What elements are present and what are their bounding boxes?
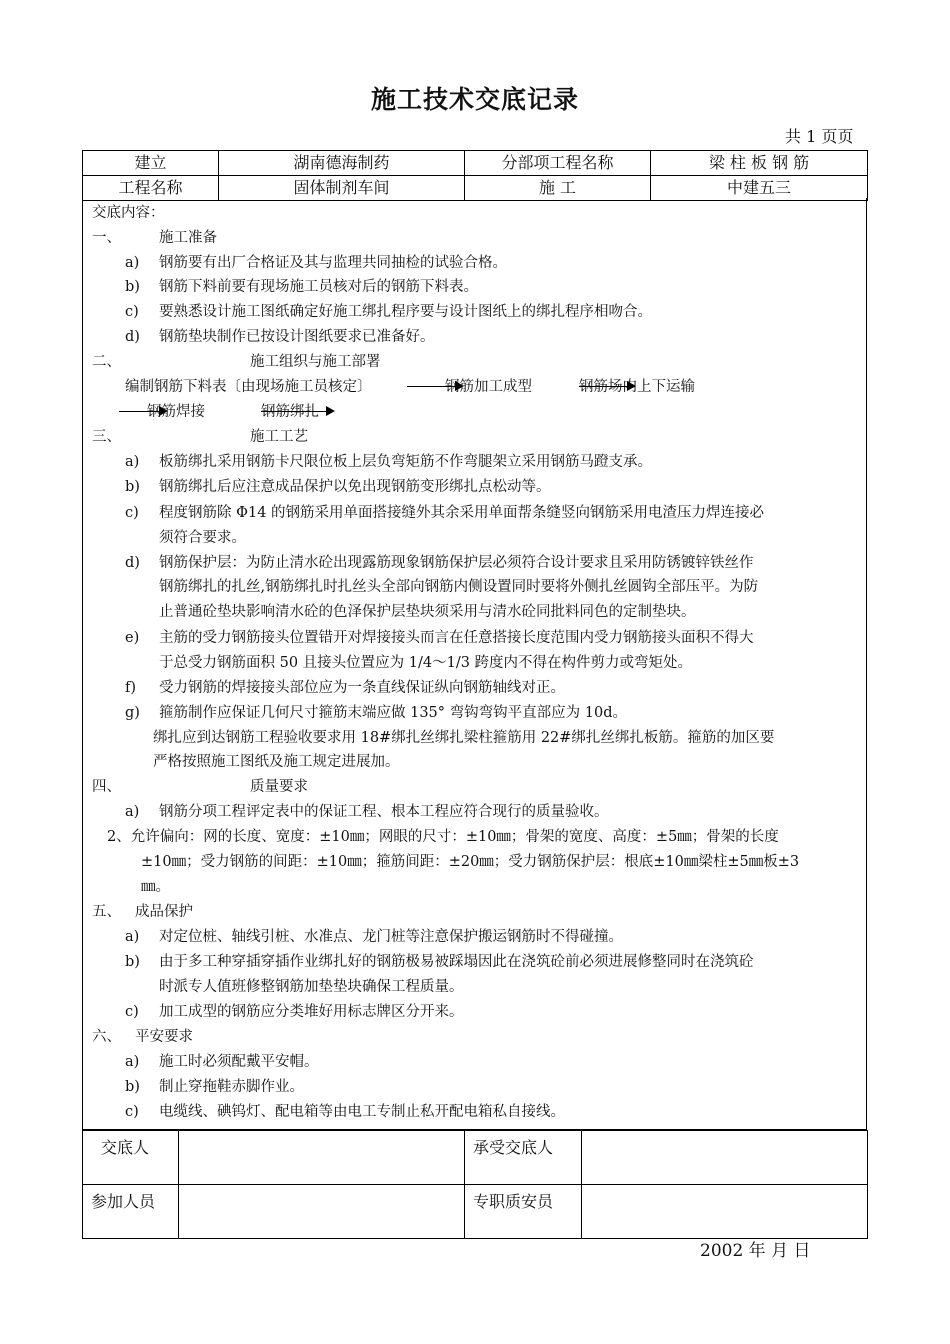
project-header-table (82, 150, 868, 201)
tolerance-text: ±10㎜；受力钢筋的间距：±10㎜；箍筋间距：±20㎜；受力钢筋保护层：根底±10㎜梁柱±5㎜板±3 (141, 854, 800, 870)
signature-row (83, 1185, 868, 1239)
item-text: 受力钢筋的焊接接头部位应为一条直线保证纵向钢筋轴线对正。 (159, 680, 565, 696)
value-contractor: 中建五三 (651, 176, 868, 201)
recipient-signature-field[interactable] (582, 1131, 868, 1185)
item-marker: c) (125, 304, 139, 320)
section-2-number: 二、 (92, 354, 121, 370)
item-marker: c) (125, 1104, 139, 1120)
item-marker: b) (125, 1079, 140, 1095)
label-quality-officer: 专职质安员 (465, 1185, 582, 1239)
item-marker: b) (125, 954, 140, 970)
section-5-title: 成品保护 (135, 904, 193, 920)
item-text-cont: 于总受力钢筋面积 50 且接头位置应为 1/4～1/3 跨度内不得在构件剪力或弯矩处。 (159, 655, 693, 671)
item-text: 由于多工种穿插穿插作业绑扎好的钢筋极易被踩塌因此在浇筑砼前必须进展修整同时在浇筑砼 (159, 954, 754, 970)
section-3-number: 三、 (92, 429, 121, 445)
item-text: 制止穿拖鞋赤脚作业。 (159, 1079, 304, 1095)
item-marker: b) (125, 479, 140, 495)
item-text: 加工成型的钢筋应分类堆好用标志牌区分开来。 (159, 1004, 464, 1020)
section-1-title: 施工准备 (159, 230, 217, 246)
item-marker: a) (125, 1054, 140, 1070)
item-marker: e) (125, 630, 140, 646)
flow-step: 钢筋焊接 (147, 404, 205, 420)
label-subproject: 分部项工程名称 (465, 151, 651, 176)
label-participants: 参加人员 (83, 1185, 179, 1239)
item-marker: a) (125, 929, 140, 945)
label-construction: 建立 (83, 151, 219, 176)
signature-table (82, 1130, 868, 1239)
item-marker: c) (125, 1004, 139, 1020)
label-project-name: 工程名称 (83, 176, 219, 201)
header-row (83, 176, 868, 201)
value-owner: 湖南德海制药 (219, 151, 465, 176)
tolerance-text: ㎜。 (141, 879, 170, 895)
disclosure-content (82, 198, 867, 1130)
flow-arrow-icon (579, 386, 627, 387)
item-marker: g) (125, 705, 140, 721)
document-date: 2002 年 月 日 (700, 1241, 811, 1261)
item-text: 对定位桩、轴线引桩、水准点、龙门桩等注意保护搬运钢筋时不得碰撞。 (159, 929, 623, 945)
flow-step: 钢筋场内上下运输 (579, 379, 695, 395)
flow-step: 编制钢筋下料表〔由现场施工员核定〕 (125, 379, 372, 395)
page-count: 共 1 页页 (785, 127, 854, 146)
item-text: 钢筋下料前要有现场施工员核对后的钢筋下料表。 (159, 279, 478, 295)
section-1-number: 一、 (92, 230, 121, 246)
item-text-cont: 时派专人值班修整钢筋加垫垫块确保工程质量。 (159, 979, 464, 995)
item-text: 钢筋垫块制作已按设计图纸要求已准备好。 (159, 329, 435, 345)
section-6-title: 平安要求 (135, 1029, 193, 1045)
participants-signature-field[interactable] (179, 1185, 465, 1239)
section-3-title: 施工工艺 (250, 429, 308, 445)
value-subproject: 梁 柱 板 钢 筋 (651, 151, 868, 176)
quality-officer-signature-field[interactable] (582, 1185, 868, 1239)
label-discloser: 交底人 (83, 1131, 179, 1185)
section-4-title: 质量要求 (250, 779, 308, 795)
item-text: 主筋的受力钢筋接头位置错开对焊接接头而言在任意搭接长度范围内受力钢筋接头面积不得大 (159, 630, 754, 646)
item-marker: c) (125, 505, 139, 521)
item-marker: f) (125, 680, 137, 696)
item-text-cont: 须符合要求。 (159, 530, 246, 546)
flow-step: 钢筋加工成型 (445, 379, 532, 395)
item-text-cont: 止普通砼垫块影响清水砼的色泽保护层垫块须采用与清水砼同批料同色的定制垫块。 (159, 604, 696, 620)
item-marker: d) (125, 555, 140, 571)
item-text: 箍筋制作应保证几何尺寸箍筋末端应做 135° 弯钩弯钩平直部应为 10d。 (159, 705, 627, 721)
item-text: 钢筋绑扎后应注意成品保护以免出现钢筋变形绑扎点松动等。 (159, 479, 551, 495)
item-marker: d) (125, 329, 140, 345)
value-project-name: 固体制剂车间 (219, 176, 465, 201)
flow-step: 钢筋绑扎 (261, 404, 319, 420)
section-5-number: 五、 (92, 904, 121, 920)
item-marker: b) (125, 279, 140, 295)
paragraph-text: 严格按照施工图纸及施工规定进展加。 (153, 754, 400, 770)
header-row (83, 151, 868, 176)
item-text: 电缆线、碘钨灯、配电箱等由电工专制止私开配电箱私自接线。 (159, 1104, 565, 1120)
page-title: 施工技术交底记录 (370, 85, 579, 114)
item-text: 施工时必须配戴平安帽。 (159, 1054, 319, 1070)
item-text: 程度钢筋除 Φ14 的钢筋采用单面搭接缝外其余采用单面帮条缝竖向钢筋采用电渣压力焊连接必 (159, 505, 765, 521)
item-text: 钢筋分项工程评定表中的保证工程、根本工程应符合现行的质量验收。 (159, 804, 609, 820)
paragraph-text: 绑扎应到达钢筋工程验收要求用 18#绑扎丝绑扎梁柱箍筋用 22#绑扎丝绑扎板筋。箍筋的加区要 (153, 730, 775, 746)
item-marker: a) (125, 804, 140, 820)
flow-arrow-icon (261, 411, 326, 412)
item-text-cont: 钢筋绑扎的扎丝,钢筋绑扎时扎丝头全部向钢筋内侧设置同时要将外侧扎丝圆钩全部压平。为防 (159, 579, 759, 595)
item-text: 板筋绑扎采用钢筋卡尺限位板上层负弯矩筋不作弯腿架立采用钢筋马蹬支承。 (159, 454, 652, 470)
label-recipient: 承受交底人 (465, 1131, 582, 1185)
tolerance-text: 2、允许偏向：网的长度、宽度：±10㎜；网眼的尺寸：±10㎜；骨架的宽度、高度：±5㎜；骨架的长度 (107, 829, 779, 845)
label-contractor: 施 工 (465, 176, 651, 201)
item-text: 要熟悉设计施工图纸确定好施工绑扎程序要与设计图纸上的绑扎程序相吻合。 (159, 304, 652, 320)
signature-row (83, 1131, 868, 1185)
section-6-number: 六、 (92, 1029, 121, 1045)
item-marker: a) (125, 255, 140, 271)
discloser-signature-field[interactable] (179, 1131, 465, 1185)
content-intro: 交底内容： (92, 205, 165, 221)
item-text: 钢筋要有出厂合格证及其与监理共同抽检的试验合格。 (159, 255, 507, 271)
item-text: 钢筋保护层：为防止清水砼出现露筋现象钢筋保护层必须符合设计要求且采用防锈镀锌铁丝作 (159, 555, 754, 571)
section-4-number: 四、 (92, 779, 121, 795)
section-2-title: 施工组织与施工部署 (250, 354, 381, 370)
item-marker: a) (125, 454, 140, 470)
